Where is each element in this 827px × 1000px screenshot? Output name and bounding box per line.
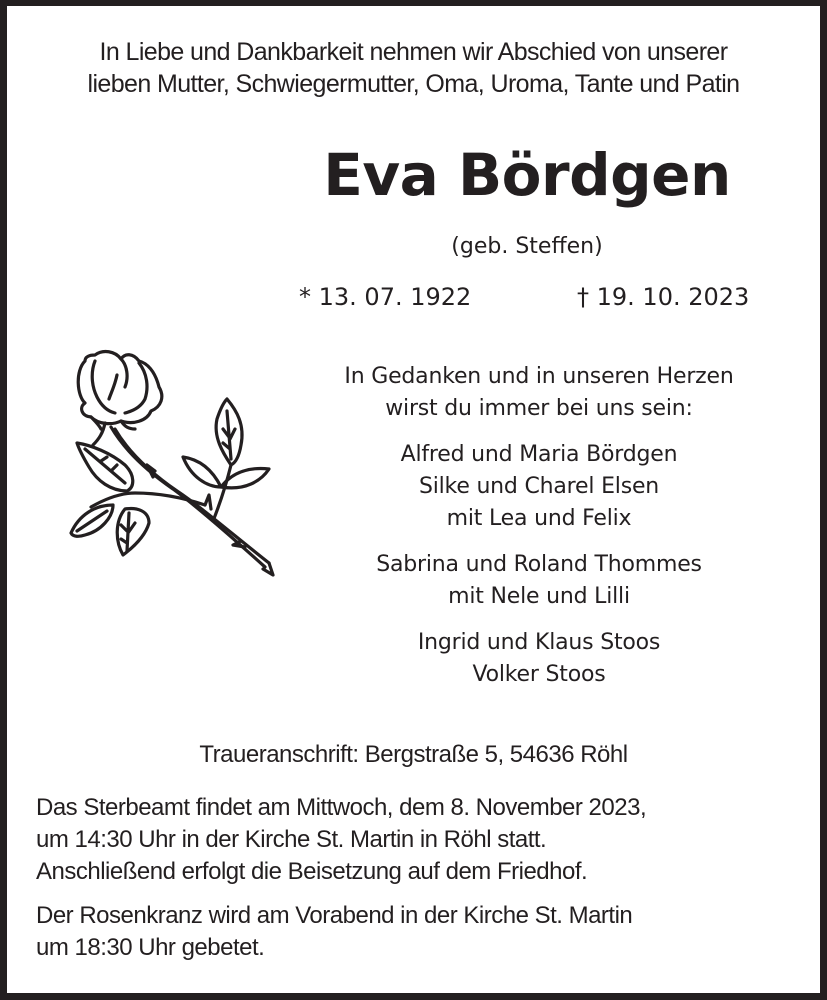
rose-icon [55, 341, 285, 581]
verse-line: In Gedanken und in unseren Herzen [344, 364, 734, 389]
family-line: mit Nele und Lilli [448, 584, 630, 609]
verse-line: wirst du immer bei uns sein: [385, 396, 693, 421]
detail-line: um 14:30 Uhr in der Kirche St. Martin in Röhl statt. [36, 826, 547, 853]
rosary-paragraph [36, 900, 816, 964]
death-date: † 19. 10. 2023 [577, 283, 750, 311]
condolence-verse [289, 361, 789, 425]
service-details [36, 792, 816, 976]
intro-line: In Liebe und Dankbarkeit nehmen wir Abschied von unserer [99, 38, 728, 66]
family-line: Ingrid und Klaus Stoos [417, 630, 661, 655]
family-group [289, 549, 789, 613]
family-group [289, 439, 789, 535]
maiden-name: (geb. Steffen) [451, 234, 603, 259]
obituary-notice [7, 6, 820, 993]
detail-line: Der Rosenkranz wird am Vorabend in der Kirche St. Martin [36, 902, 633, 929]
funeral-mass-paragraph [36, 792, 816, 888]
birth-date: * 13. 07. 1922 [299, 283, 472, 311]
family-list [289, 361, 789, 705]
family-line: Silke und Charel Elsen [418, 474, 660, 499]
family-line: mit Lea und Felix [446, 506, 632, 531]
family-group [289, 627, 789, 691]
mourning-address: Traueranschrift: Bergstraße 5, 54636 Röhl [199, 741, 628, 768]
family-line: Alfred und Maria Bördgen [400, 442, 678, 467]
deceased-name: Eva Bördgen [323, 141, 731, 209]
intro-line: lieben Mutter, Schwiegermutter, Oma, Uroma, Tante und Patin [87, 70, 740, 98]
family-line: Volker Stoos [472, 662, 606, 687]
intro-text [7, 36, 820, 100]
detail-line: Das Sterbeamt findet am Mittwoch, dem 8. November 2023, [36, 794, 647, 821]
detail-line: um 18:30 Uhr gebetet. [36, 934, 265, 961]
detail-line: Anschließend erfolgt die Beisetzung auf dem Friedhof. [36, 858, 588, 885]
family-line: Sabrina und Roland Thommes [376, 552, 702, 577]
